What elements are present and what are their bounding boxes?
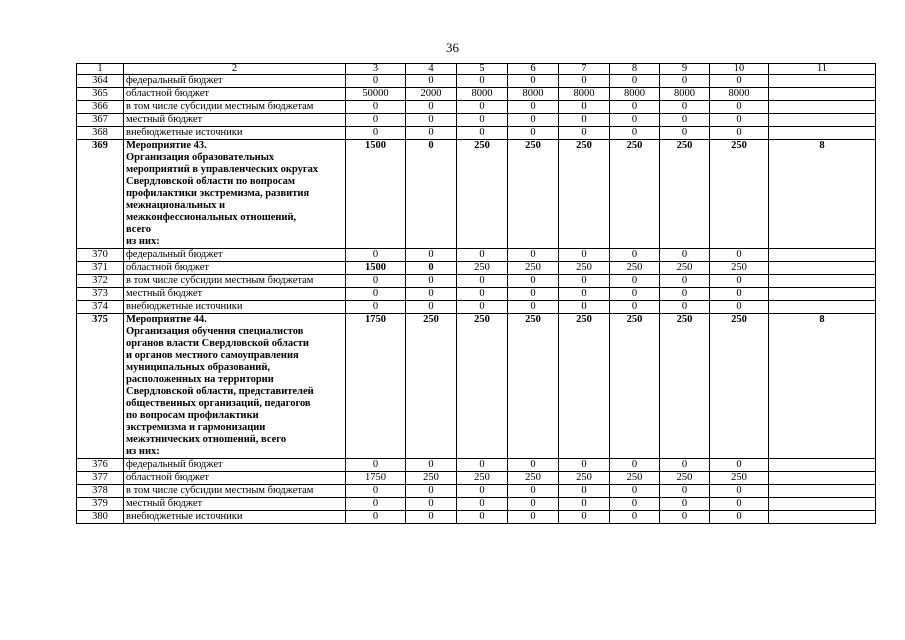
value-cell: 250 <box>457 314 508 459</box>
row-name-line: Свердловской области по вопросам <box>126 176 296 187</box>
value-cell: 250 <box>406 472 457 485</box>
row-name-cell: внебюджетные источники <box>124 127 346 140</box>
value-cell: 0 <box>710 75 769 88</box>
value-cell: 250 <box>660 140 710 249</box>
value-cell: 0 <box>406 75 457 88</box>
value-cell <box>769 485 876 498</box>
value-cell: 0 <box>457 75 508 88</box>
row-name-line: расположенных на территории <box>126 374 274 385</box>
value-cell: 0 <box>508 75 559 88</box>
value-cell: 250 <box>508 314 559 459</box>
value-cell: 0 <box>346 301 406 314</box>
value-cell: 0 <box>559 127 610 140</box>
value-cell: 0 <box>559 498 610 511</box>
value-cell: 0 <box>610 114 660 127</box>
value-cell: 0 <box>660 459 710 472</box>
row-name-line: из них: <box>126 236 160 247</box>
value-cell: 250 <box>660 262 710 275</box>
table-row <box>77 301 876 314</box>
value-cell <box>769 459 876 472</box>
value-cell: 0 <box>346 114 406 127</box>
value-cell: 0 <box>660 101 710 114</box>
value-cell: 0 <box>710 485 769 498</box>
value-cell: 0 <box>710 101 769 114</box>
header-cell: 8 <box>610 64 660 75</box>
value-cell: 0 <box>610 275 660 288</box>
row-name-line: профилактики экстремизма, развития <box>126 188 310 199</box>
value-cell: 0 <box>346 75 406 88</box>
value-cell: 0 <box>660 288 710 301</box>
row-name-cell: внебюджетные источники <box>124 511 346 524</box>
value-cell <box>769 75 876 88</box>
row-name-line: межэтнических отношений, всего <box>126 434 287 445</box>
row-number-cell: 367 <box>77 114 124 127</box>
value-cell: 0 <box>457 301 508 314</box>
value-cell: 0 <box>457 275 508 288</box>
value-cell: 0 <box>660 114 710 127</box>
value-cell: 0 <box>457 101 508 114</box>
row-name-line: Мероприятие 43. <box>126 140 207 151</box>
value-cell: 250 <box>610 262 660 275</box>
value-cell <box>769 101 876 114</box>
value-cell: 1750 <box>346 314 406 459</box>
value-cell <box>769 88 876 101</box>
value-cell: 0 <box>508 101 559 114</box>
header-cell: 6 <box>508 64 559 75</box>
value-cell: 0 <box>660 301 710 314</box>
value-cell: 0 <box>559 301 610 314</box>
header-cell: 1 <box>77 64 124 75</box>
value-cell: 0 <box>710 275 769 288</box>
value-cell: 0 <box>559 459 610 472</box>
value-cell: 0 <box>406 459 457 472</box>
value-cell <box>769 262 876 275</box>
value-cell: 250 <box>610 472 660 485</box>
value-cell: 0 <box>610 101 660 114</box>
value-cell: 0 <box>710 288 769 301</box>
row-name-line: муниципальных образований, <box>126 362 270 373</box>
value-cell: 250 <box>710 314 769 459</box>
value-cell: 0 <box>346 127 406 140</box>
value-cell: 1500 <box>346 262 406 275</box>
value-cell: 0 <box>508 114 559 127</box>
value-cell: 0 <box>559 249 610 262</box>
value-cell: 0 <box>610 75 660 88</box>
value-cell: 0 <box>346 275 406 288</box>
row-number-cell: 373 <box>77 288 124 301</box>
row-number-cell: 365 <box>77 88 124 101</box>
row-number-cell: 371 <box>77 262 124 275</box>
header-cell: 7 <box>559 64 610 75</box>
value-cell: 0 <box>610 127 660 140</box>
value-cell: 8000 <box>660 88 710 101</box>
row-name-line: из них: <box>126 446 160 457</box>
value-cell: 250 <box>406 314 457 459</box>
header-cell: 4 <box>406 64 457 75</box>
value-cell <box>769 301 876 314</box>
value-cell <box>769 127 876 140</box>
row-name-line: Мероприятие 44. <box>126 314 207 325</box>
value-cell: 8000 <box>710 88 769 101</box>
row-name-cell: в том числе субсидии местным бюджетам <box>124 101 346 114</box>
value-cell: 8000 <box>559 88 610 101</box>
value-cell: 250 <box>660 314 710 459</box>
value-cell: 0 <box>710 498 769 511</box>
value-cell: 250 <box>457 472 508 485</box>
row-name-line: мероприятий в управленческих округах <box>126 164 319 175</box>
value-cell <box>769 498 876 511</box>
value-cell: 0 <box>610 511 660 524</box>
value-cell: 0 <box>508 127 559 140</box>
value-cell: 0 <box>508 498 559 511</box>
table-row <box>77 101 876 114</box>
value-cell <box>769 511 876 524</box>
value-cell: 0 <box>457 249 508 262</box>
row-name-cell: федеральный бюджет <box>124 249 346 262</box>
row-name-line: органов власти Свердловской области <box>126 338 309 349</box>
header-cell: 2 <box>124 64 346 75</box>
row-number-cell: 378 <box>77 485 124 498</box>
value-cell: 0 <box>457 498 508 511</box>
row-name-cell: федеральный бюджет <box>124 75 346 88</box>
value-cell: 0 <box>710 459 769 472</box>
value-cell: 0 <box>406 140 457 249</box>
row-name-cell: местный бюджет <box>124 288 346 301</box>
value-cell: 250 <box>610 314 660 459</box>
row-name-line: Свердловской области, представителей <box>126 386 314 397</box>
value-cell: 0 <box>346 485 406 498</box>
value-cell: 0 <box>508 288 559 301</box>
value-cell: 0 <box>559 275 610 288</box>
value-cell: 250 <box>457 140 508 249</box>
value-cell: 0 <box>406 498 457 511</box>
row-number-cell: 380 <box>77 511 124 524</box>
row-number-cell: 372 <box>77 275 124 288</box>
value-cell: 0 <box>508 485 559 498</box>
header-cell: 10 <box>710 64 769 75</box>
value-cell: 8000 <box>508 88 559 101</box>
value-cell: 0 <box>610 498 660 511</box>
value-cell: 0 <box>406 288 457 301</box>
value-cell: 0 <box>457 288 508 301</box>
value-cell: 0 <box>346 288 406 301</box>
table-row <box>77 127 876 140</box>
value-cell: 0 <box>508 459 559 472</box>
row-name-line: экстремизма и гармонизации <box>126 422 266 433</box>
row-name-cell: федеральный бюджет <box>124 459 346 472</box>
row-name-line: всего <box>126 224 152 235</box>
value-cell: 0 <box>610 459 660 472</box>
row-name-line: межконфессиональных отношений, <box>126 212 297 223</box>
row-number-cell: 366 <box>77 101 124 114</box>
value-cell: 8 <box>769 314 876 459</box>
value-cell: 0 <box>660 249 710 262</box>
value-cell: 0 <box>559 511 610 524</box>
value-cell: 250 <box>660 472 710 485</box>
value-cell: 0 <box>710 114 769 127</box>
value-cell: 0 <box>406 127 457 140</box>
table-row <box>77 498 876 511</box>
value-cell <box>769 275 876 288</box>
value-cell: 250 <box>559 472 610 485</box>
value-cell: 0 <box>346 498 406 511</box>
row-name-cell: областной бюджет <box>124 472 346 485</box>
value-cell: 0 <box>559 288 610 301</box>
header-cell: 3 <box>346 64 406 75</box>
value-cell: 0 <box>559 114 610 127</box>
value-cell: 250 <box>710 262 769 275</box>
row-name-cell <box>124 314 346 459</box>
row-name-line: Организация образовательных <box>126 152 275 163</box>
value-cell: 8000 <box>610 88 660 101</box>
value-cell: 0 <box>610 485 660 498</box>
row-name-cell <box>124 140 346 249</box>
value-cell: 0 <box>508 301 559 314</box>
value-cell: 0 <box>457 114 508 127</box>
value-cell: 250 <box>559 140 610 249</box>
value-cell: 0 <box>406 511 457 524</box>
value-cell: 0 <box>508 275 559 288</box>
value-cell: 0 <box>346 101 406 114</box>
row-name-cell: в том числе субсидии местным бюджетам <box>124 275 346 288</box>
value-cell: 1500 <box>346 140 406 249</box>
row-number-cell: 368 <box>77 127 124 140</box>
value-cell: 0 <box>710 127 769 140</box>
value-cell: 250 <box>508 262 559 275</box>
value-cell: 0 <box>710 511 769 524</box>
header-row <box>77 64 876 75</box>
table-row <box>77 485 876 498</box>
header-cell: 11 <box>769 64 876 75</box>
table-row <box>77 275 876 288</box>
value-cell: 0 <box>457 459 508 472</box>
row-name-cell: в том числе субсидии местным бюджетам <box>124 485 346 498</box>
row-name-cell: внебюджетные источники <box>124 301 346 314</box>
value-cell: 250 <box>508 140 559 249</box>
table-row <box>77 249 876 262</box>
value-cell: 0 <box>406 262 457 275</box>
row-number-cell: 377 <box>77 472 124 485</box>
value-cell: 0 <box>457 485 508 498</box>
table-row <box>77 88 876 101</box>
table-row <box>77 114 876 127</box>
value-cell: 0 <box>660 127 710 140</box>
row-number-cell: 364 <box>77 75 124 88</box>
table-body <box>77 64 876 524</box>
page-number: 36 <box>446 40 459 55</box>
value-cell: 0 <box>660 275 710 288</box>
header-cell: 9 <box>660 64 710 75</box>
value-cell: 0 <box>559 485 610 498</box>
value-cell: 0 <box>710 249 769 262</box>
value-cell: 250 <box>508 472 559 485</box>
value-cell: 250 <box>559 262 610 275</box>
value-cell: 0 <box>508 249 559 262</box>
row-number-cell: 376 <box>77 459 124 472</box>
row-name-line: общественных организаций, педагогов <box>126 398 311 409</box>
row-name-line: по вопросам профилактики <box>126 410 259 421</box>
table-row <box>77 288 876 301</box>
row-number-cell: 370 <box>77 249 124 262</box>
value-cell <box>769 249 876 262</box>
value-cell: 0 <box>406 101 457 114</box>
header-cell: 5 <box>457 64 508 75</box>
value-cell: 250 <box>559 314 610 459</box>
value-cell: 0 <box>660 498 710 511</box>
row-name-line: и органов местного самоуправления <box>126 350 299 361</box>
value-cell: 0 <box>559 101 610 114</box>
value-cell: 0 <box>406 114 457 127</box>
value-cell: 1750 <box>346 472 406 485</box>
row-name-line: межнациональных и <box>126 200 226 211</box>
value-cell: 0 <box>346 511 406 524</box>
table-row <box>77 75 876 88</box>
value-cell: 2000 <box>406 88 457 101</box>
value-cell: 0 <box>457 511 508 524</box>
row-name-cell: областной бюджет <box>124 88 346 101</box>
row-number-cell: 375 <box>77 314 124 459</box>
value-cell: 0 <box>660 75 710 88</box>
table-row <box>77 262 876 275</box>
value-cell: 250 <box>710 472 769 485</box>
table-row <box>77 511 876 524</box>
value-cell: 8000 <box>457 88 508 101</box>
value-cell: 0 <box>610 288 660 301</box>
table-row <box>77 459 876 472</box>
value-cell: 0 <box>559 75 610 88</box>
value-cell: 0 <box>660 485 710 498</box>
value-cell: 8 <box>769 140 876 249</box>
value-cell: 0 <box>610 249 660 262</box>
row-name-cell: областной бюджет <box>124 262 346 275</box>
value-cell: 0 <box>508 511 559 524</box>
value-cell: 0 <box>406 275 457 288</box>
value-cell: 0 <box>610 301 660 314</box>
value-cell: 0 <box>346 459 406 472</box>
value-cell <box>769 288 876 301</box>
value-cell: 250 <box>610 140 660 249</box>
row-number-cell: 369 <box>77 140 124 249</box>
table-row <box>77 472 876 485</box>
value-cell: 0 <box>406 301 457 314</box>
value-cell <box>769 114 876 127</box>
row-name-cell: местный бюджет <box>124 114 346 127</box>
value-cell: 0 <box>406 485 457 498</box>
table-row <box>77 314 876 459</box>
value-cell: 0 <box>457 127 508 140</box>
value-cell: 0 <box>406 249 457 262</box>
value-cell: 50000 <box>346 88 406 101</box>
value-cell: 0 <box>346 249 406 262</box>
value-cell: 250 <box>457 262 508 275</box>
table-row <box>77 140 876 249</box>
value-cell: 0 <box>710 301 769 314</box>
value-cell <box>769 472 876 485</box>
row-number-cell: 379 <box>77 498 124 511</box>
row-name-line: Организация обучения специалистов <box>126 326 304 337</box>
value-cell: 250 <box>710 140 769 249</box>
row-number-cell: 374 <box>77 301 124 314</box>
budget-table <box>76 63 876 524</box>
value-cell: 0 <box>660 511 710 524</box>
row-name-cell: местный бюджет <box>124 498 346 511</box>
